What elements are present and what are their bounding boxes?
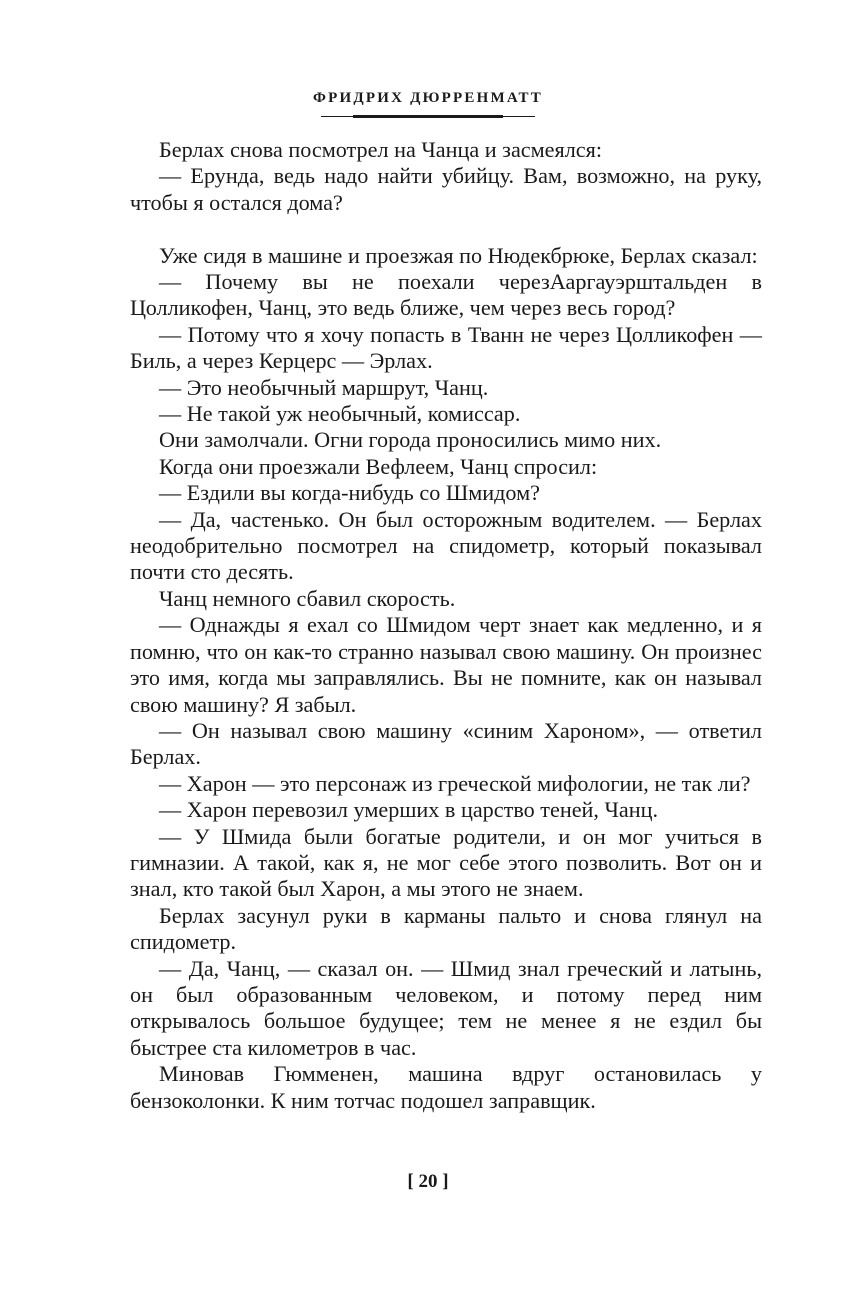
paragraph: Когда они проезжали Вефлеем, Чанц спросил: — [159, 453, 598, 479]
section-break — [130, 216, 762, 242]
paragraph: — Ездили вы когда-нибудь со Шмидом? — [159, 480, 540, 506]
running-header — [0, 88, 856, 120]
paragraph: — Харон перевозил умерших в царство теней, Чанц. — [159, 797, 659, 823]
paragraph: — Да, Чанц, — сказал он. — Шмид знал греческий и латынь, он был образованным человеком, и потому перед ним открывалось большое будущее; тем не менее я не ездил бы быстрее ста километров в час. — [130, 955, 762, 1060]
paragraph: Миновав Гюмменен, машина вдруг остановилась у бензоколонки. К ним тотчас подошел заправщик. — [130, 1061, 762, 1113]
header-rule-thick — [353, 115, 503, 118]
paragraph: — Это необычный маршрут, Чанц. — [159, 374, 489, 400]
paragraph: Берлах засунул руки в карманы пальто и снова глянул на спидометр. — [130, 902, 762, 955]
paragraph: — Да, частенько. Он был осторожным водителем. — Берлах неодобрительно посмотрел на спидометр, который показывал почти сто десять. — [130, 506, 762, 585]
body-text — [130, 137, 762, 1114]
paragraph: — Он называл свою машину «синим Хароном», — ответил Берлах. — [130, 717, 762, 770]
paragraph: — У Шмида были богатые родители, и он мог учиться в гимназии. А такой, как я, не мог себе этого позволить. Вот он и знал, кто такой был Харон, а мы этого не знаем. — [130, 823, 762, 902]
running-title: ФРИДРИХ ДЮРРЕНМАТТ — [313, 90, 543, 106]
header-rule — [321, 114, 535, 120]
paragraph: Они замолчали. Огни города проносились мимо них. — [159, 427, 662, 453]
paragraph: Чанц немного сбавил скорость. — [159, 585, 456, 611]
paragraph: — Харон — это персонаж из греческой мифологии, не так ли? — [159, 770, 751, 796]
paragraph: Уже сидя в машине и проезжая по Нюдекбрюке, Берлах сказал: — [159, 242, 758, 268]
paragraph: — Ерунда, ведь надо найти убийцу. Вам, возможно, на руку, чтобы я остался дома? — [130, 163, 762, 215]
paragraph: Берлах снова посмотрел на Чанца и засмеялся: — [159, 137, 603, 162]
page-number: [ 20 ] — [407, 1171, 449, 1192]
paragraph: — Однажды я ехал со Шмидом черт знает как медленно, и я помню, что он как-то странно называл свою машину. Он произнес это имя, когда мы заправлялись. Вы не помните, как он называл свою машину? Я забыл. — [130, 612, 762, 717]
paragraph: — Потому что я хочу попасть в Тванн не через Цолликофен — Биль, а через Керцерс — Эрлах. — [130, 321, 762, 374]
paragraph: — Не такой уж необычный, комиссар. — [159, 401, 521, 427]
paragraph: — Почему вы не поехали черезАаргауэрштальден в Цолликофен, Чанц, это ведь ближе, чем через весь город? — [130, 269, 762, 321]
